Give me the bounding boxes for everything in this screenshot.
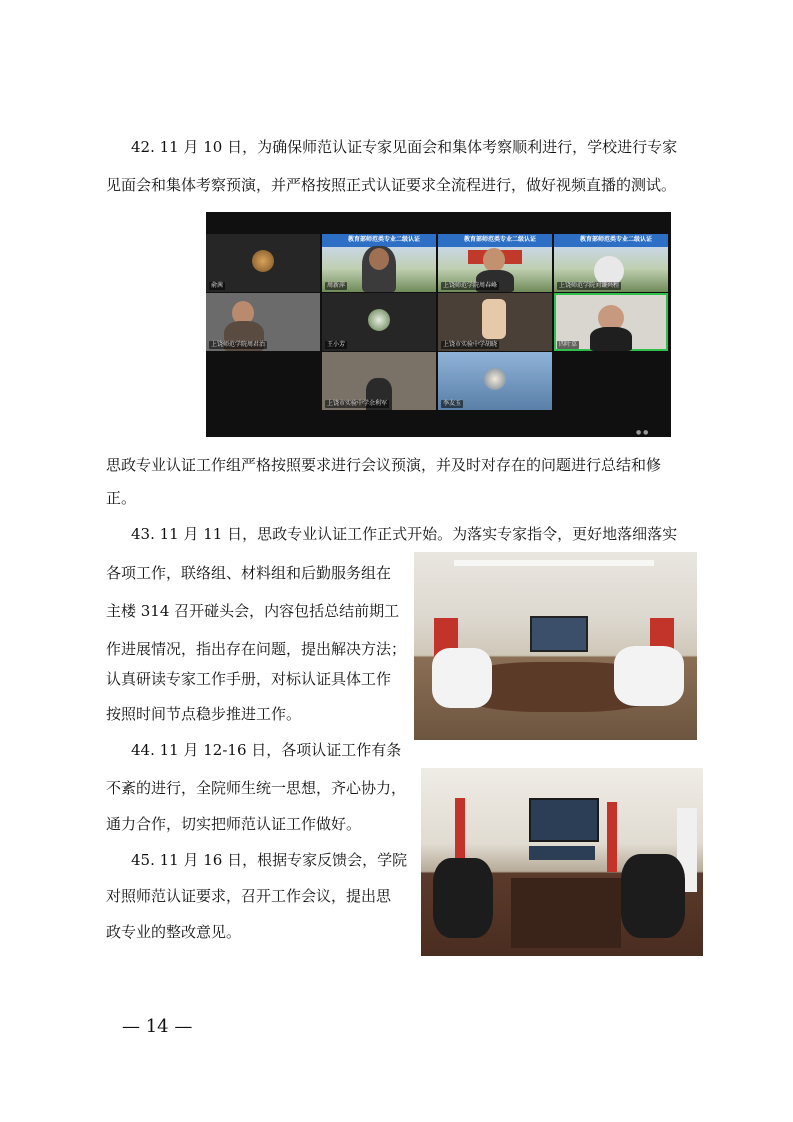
participant-name: 上饶市实验中学胡晓: [443, 341, 498, 348]
paragraph-43-line-2: 各项工作，联络组、材料组和后勤服务组在: [106, 564, 392, 582]
participant-tile: [554, 234, 668, 292]
paragraph-43-line-3: 主楼 314 召开碰头会，内容包括总结前期工: [106, 602, 400, 620]
video-conference-screenshot: [206, 212, 671, 437]
pager-dots[interactable]: ● ●: [636, 429, 649, 436]
paragraph-45-line-1: 45. 11 月 16 日，根据专家反馈会，学院: [131, 851, 408, 869]
participant-name: 上饶师范学院周春峰: [443, 282, 498, 289]
participant-name: 上饶师范学院刘谦兴程: [559, 282, 620, 289]
banner-text: 教育部师范类专业二级认证: [580, 236, 653, 243]
participant-name: 周新萍: [327, 282, 346, 289]
paragraph-45-line-3: 政专业的整改意见。: [106, 923, 242, 941]
participant-tile: [438, 293, 552, 351]
participant-tile: [322, 234, 436, 292]
banner-text: 教育部师范类专业二级认证: [348, 236, 421, 243]
participant-tile: [322, 293, 436, 351]
paragraph-44-line-1: 44. 11 月 12-16 日，各项认证工作有条: [131, 741, 402, 759]
page-number: — 14 —: [122, 1016, 193, 1037]
participant-tile: [206, 234, 320, 292]
participant-name: 王小芳: [327, 341, 346, 348]
meeting-room-photo-1: [414, 552, 697, 740]
participant-tile: [206, 293, 320, 351]
participant-name: 四叶草: [559, 341, 578, 348]
caption-line-2: 正。: [106, 489, 137, 507]
avatar: [252, 250, 274, 272]
avatar: [484, 368, 506, 390]
paragraph-43-line-1: 43. 11 月 11 日，思政专业认证工作正式开始。为落实专家指令，更好地落细落实: [131, 525, 678, 543]
participant-name: 李友玉: [443, 400, 462, 407]
paragraph-45-line-2: 对照师范认证要求，召开工作会议，提出思: [106, 887, 392, 905]
participant-name: 上饶师范学院周君治: [211, 341, 266, 348]
banner-text: 教育部师范类专业二级认证: [464, 236, 537, 243]
caption-line-1: 思政专业认证工作组严格按照要求进行会议预演，并及时对存在的问题进行总结和修: [106, 456, 662, 474]
paragraph-43-line-5: 认真研读专家工作手册，对标认证具体工作: [106, 670, 392, 688]
meeting-room-photo-2: [421, 768, 703, 956]
participant-tile: [322, 352, 436, 410]
participant-tile: [438, 352, 552, 410]
paragraph-43-line-6: 按照时间节点稳步推进工作。: [106, 705, 302, 723]
participant-tile: [438, 234, 552, 292]
paragraph-42-line-1: 42. 11 月 10 日，为确保师范认证专家见面会和集体考察顺利进行，学校进行专家: [131, 138, 678, 156]
avatar: [368, 309, 390, 331]
paragraph-44-line-2: 不紊的进行，全院师生统一思想，齐心协力，: [106, 779, 407, 797]
participant-name: 俞茜: [211, 282, 224, 289]
paragraph-43-line-4: 作进展情况，指出存在问题，提出解决方法；: [106, 640, 407, 658]
paragraph-42-line-2: 见面会和集体考察预演，并严格按照正式认证要求全流程进行，做好视频直播的测试。: [106, 176, 677, 194]
paragraph-44-line-3: 通力合作，切实把师范认证工作做好。: [106, 815, 362, 833]
participant-tile-active: [554, 293, 668, 351]
avatar: [590, 327, 632, 351]
participant-name: 上饶市实验中学余利军: [327, 400, 388, 407]
